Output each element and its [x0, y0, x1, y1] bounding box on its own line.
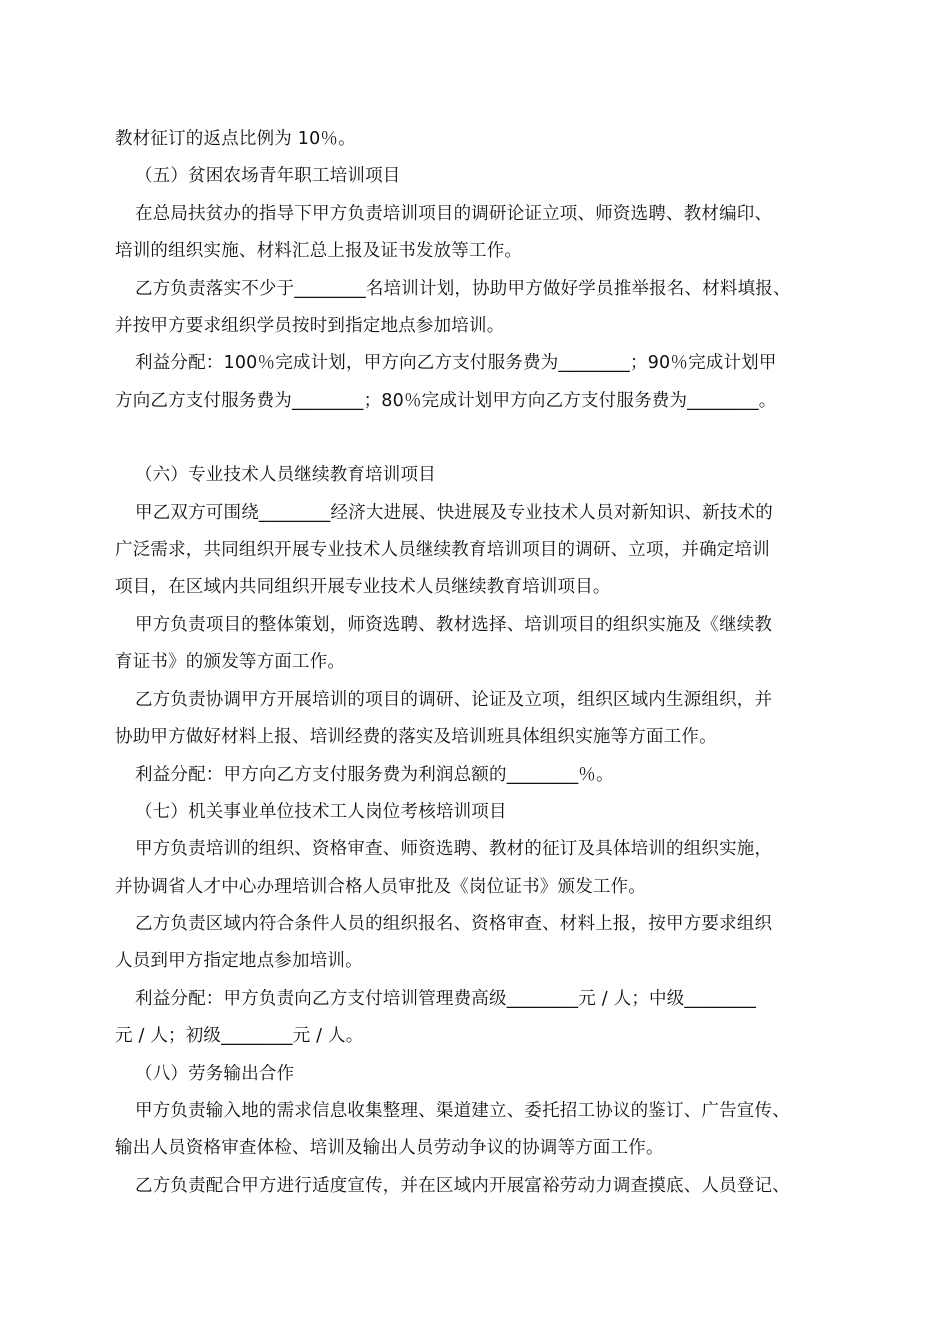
text-line: 协助甲方做好材料上报、培训经费的落实及培训班具体组织实施等方面工作。	[115, 727, 717, 747]
text-line: 乙方负责协调甲方开展培训的项目的调研、论证及立项，组织区域内生源组织，并	[135, 690, 773, 710]
text-line: 元 / 人；初级________元 / 人。	[115, 1026, 364, 1046]
text-line: 培训的组织实施、材料汇总上报及证书发放等工作。	[115, 241, 523, 261]
text-line: 甲方负责培训的组织、资格审查、师资选聘、教材的征订及具体培训的组织实施，	[135, 839, 773, 859]
text-line: 乙方负责落实不少于________名培训计划，协助甲方做好学员推举报名、材料填报、	[135, 279, 791, 299]
text-line: 甲乙双方可围绕________经济大进展、快进展及专业技术人员对新知识、新技术的	[135, 503, 773, 523]
text-line: 利益分配：甲方负责向乙方支付培训管理费高级________元 / 人；中级________	[135, 989, 757, 1009]
text-line: 甲方负责项目的整体策划，师资选聘、教材选择、培训项目的组织实施及《继续教	[135, 615, 773, 635]
text-line: 项目，在区域内共同组织开展专业技术人员继续教育培训项目。	[115, 577, 611, 597]
text-line: 并协调省人才中心办理培训合格人员审批及《岗位证书》颁发工作。	[115, 877, 646, 897]
section-heading: （五）贫困农场青年职工培训项目	[135, 166, 401, 186]
text-line: 人员到甲方指定地点参加培训。	[115, 951, 363, 971]
text-line: 教材征订的返点比例为 10％。	[115, 129, 356, 149]
text-line: 利益分配：甲方向乙方支付服务费为利润总额的________％。	[135, 765, 614, 785]
section-heading: （八）劳务输出合作	[135, 1064, 295, 1084]
text-line: 甲方负责输入地的需求信息收集整理、渠道建立、委托招工协议的鉴订、广告宣传、	[135, 1101, 790, 1121]
text-line: 乙方负责配合甲方进行适度宣传，并在区域内开展富裕劳动力调查摸底、人员登记、	[135, 1176, 790, 1196]
text-line: 在总局扶贫办的指导下甲方负责培训项目的调研论证立项、师资选聘、教材编印、	[135, 204, 773, 224]
text-line: 育证书》的颁发等方面工作。	[115, 652, 346, 672]
text-line: 利益分配：100％完成计划，甲方向乙方支付服务费为________；90％完成计划甲	[135, 353, 777, 373]
section-heading: （六）专业技术人员继续教育培训项目	[135, 465, 436, 485]
text-line: 方向乙方支付服务费为________；80％完成计划甲方向乙方支付服务费为________。	[115, 391, 777, 411]
text-line: 广泛需求，共同组织开展专业技术人员继续教育培训项目的调研、立项，并确定培训	[115, 540, 770, 560]
section-heading: （七）机关事业单位技术工人岗位考核培训项目	[135, 802, 507, 822]
text-line: 乙方负责区域内符合条件人员的组织报名、资格审查、材料上报，按甲方要求组织	[135, 914, 773, 934]
text-line: 并按甲方要求组织学员按时到指定地点参加培训。	[115, 316, 505, 336]
text-line: 输出人员资格审查体检、培训及输出人员劳动争议的协调等方面工作。	[115, 1138, 664, 1158]
